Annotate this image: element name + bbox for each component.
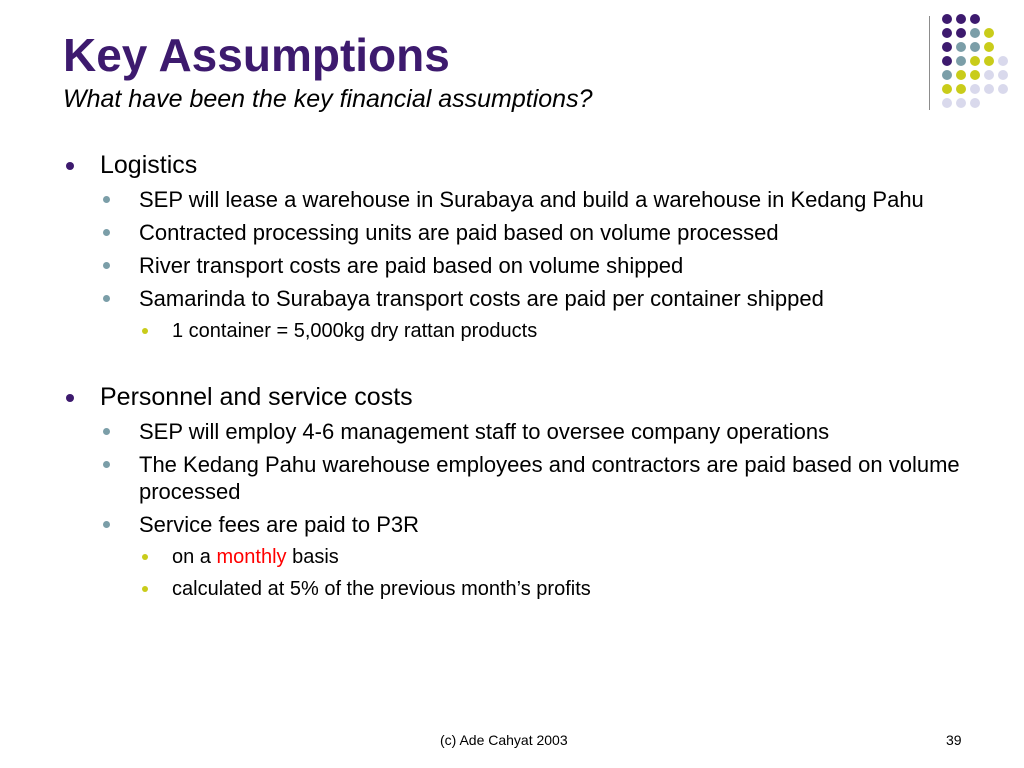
list-item <box>60 511 980 538</box>
decorative-dot <box>998 70 1008 80</box>
list-item-text: Samarinda to Surabaya transport costs are paid per container shipped <box>139 286 824 311</box>
bullet-icon <box>103 229 110 236</box>
decorative-dot <box>984 28 994 38</box>
decorative-dot <box>984 70 994 80</box>
sub-list-item-text: 1 container = 5,000kg dry rattan products <box>172 320 538 342</box>
decorative-dot <box>956 14 966 24</box>
footer-copyright: (c) Ade Cahyat 2003 <box>440 732 568 748</box>
bullet-icon <box>103 196 110 203</box>
decorative-dot <box>942 70 952 80</box>
bullet-icon <box>66 162 74 170</box>
bullet-icon <box>103 295 110 302</box>
decorative-dot <box>970 14 980 24</box>
list-item <box>60 186 980 213</box>
decorative-dot <box>956 56 966 66</box>
decorative-dot-grid <box>942 14 1006 112</box>
decorative-dot <box>998 56 1008 66</box>
list-item-text: Contracted processing units are paid based on volume processed <box>139 220 779 245</box>
decorative-dot <box>970 56 980 66</box>
decorative-dot <box>942 84 952 94</box>
sub-list-item <box>60 318 980 344</box>
decorative-dot <box>956 42 966 52</box>
slide-body <box>60 150 980 602</box>
decorative-dot <box>984 84 994 94</box>
decorative-dot <box>956 84 966 94</box>
section-heading-label: Logistics <box>100 151 198 179</box>
list-item <box>60 285 980 312</box>
bullet-icon <box>142 328 148 334</box>
list-item-text: Service fees are paid to P3R <box>139 512 420 537</box>
slide-subtitle: What have been the key financial assumptions? <box>63 85 593 113</box>
bullet-icon <box>66 394 74 402</box>
decorative-dot <box>984 42 994 52</box>
list-item <box>60 418 980 445</box>
decorative-dot <box>984 56 994 66</box>
decorative-dot <box>998 84 1008 94</box>
list-item-text: The Kedang Pahu warehouse employees and contractors are paid based on volume processed <box>139 452 960 504</box>
bullet-icon <box>103 428 110 435</box>
bullet-icon <box>142 586 148 592</box>
list-item-text: River transport costs are paid based on volume shipped <box>139 253 684 278</box>
list-item <box>60 219 980 246</box>
sub-list-item-text-after: basis <box>286 546 339 568</box>
section-heading-personnel <box>60 382 980 412</box>
list-item <box>60 451 980 505</box>
decorative-dot <box>942 14 952 24</box>
sub-list-item <box>60 576 980 602</box>
list-item-text: SEP will lease a warehouse in Surabaya and build a warehouse in Kedang Pahu <box>139 187 924 212</box>
header-divider <box>929 16 930 110</box>
slide-title: Key Assumptions <box>63 29 450 81</box>
bullet-icon <box>142 554 148 560</box>
decorative-dot <box>970 98 980 108</box>
list-item-text: SEP will employ 4-6 management staff to oversee company operations <box>139 419 830 444</box>
highlighted-word: monthly <box>216 546 287 568</box>
decorative-dot <box>970 84 980 94</box>
decorative-dot <box>970 70 980 80</box>
decorative-dot <box>942 98 952 108</box>
decorative-dot <box>956 28 966 38</box>
decorative-dot <box>942 28 952 38</box>
decorative-dot <box>942 56 952 66</box>
decorative-dot <box>942 42 952 52</box>
section-heading-logistics <box>60 150 980 180</box>
sub-list-item-text: calculated at 5% of the previous month’s profits <box>172 578 591 600</box>
section-heading-label: Personnel and service costs <box>100 383 413 411</box>
bullet-icon <box>103 521 110 528</box>
sub-list-item-text-before: on a <box>172 546 217 568</box>
decorative-dot <box>956 70 966 80</box>
page-number: 39 <box>946 732 962 748</box>
decorative-dot <box>970 42 980 52</box>
bullet-icon <box>103 262 110 269</box>
decorative-dot <box>956 98 966 108</box>
decorative-dot <box>970 28 980 38</box>
bullet-icon <box>103 461 110 468</box>
list-item <box>60 252 980 279</box>
sub-list-item <box>60 544 980 570</box>
